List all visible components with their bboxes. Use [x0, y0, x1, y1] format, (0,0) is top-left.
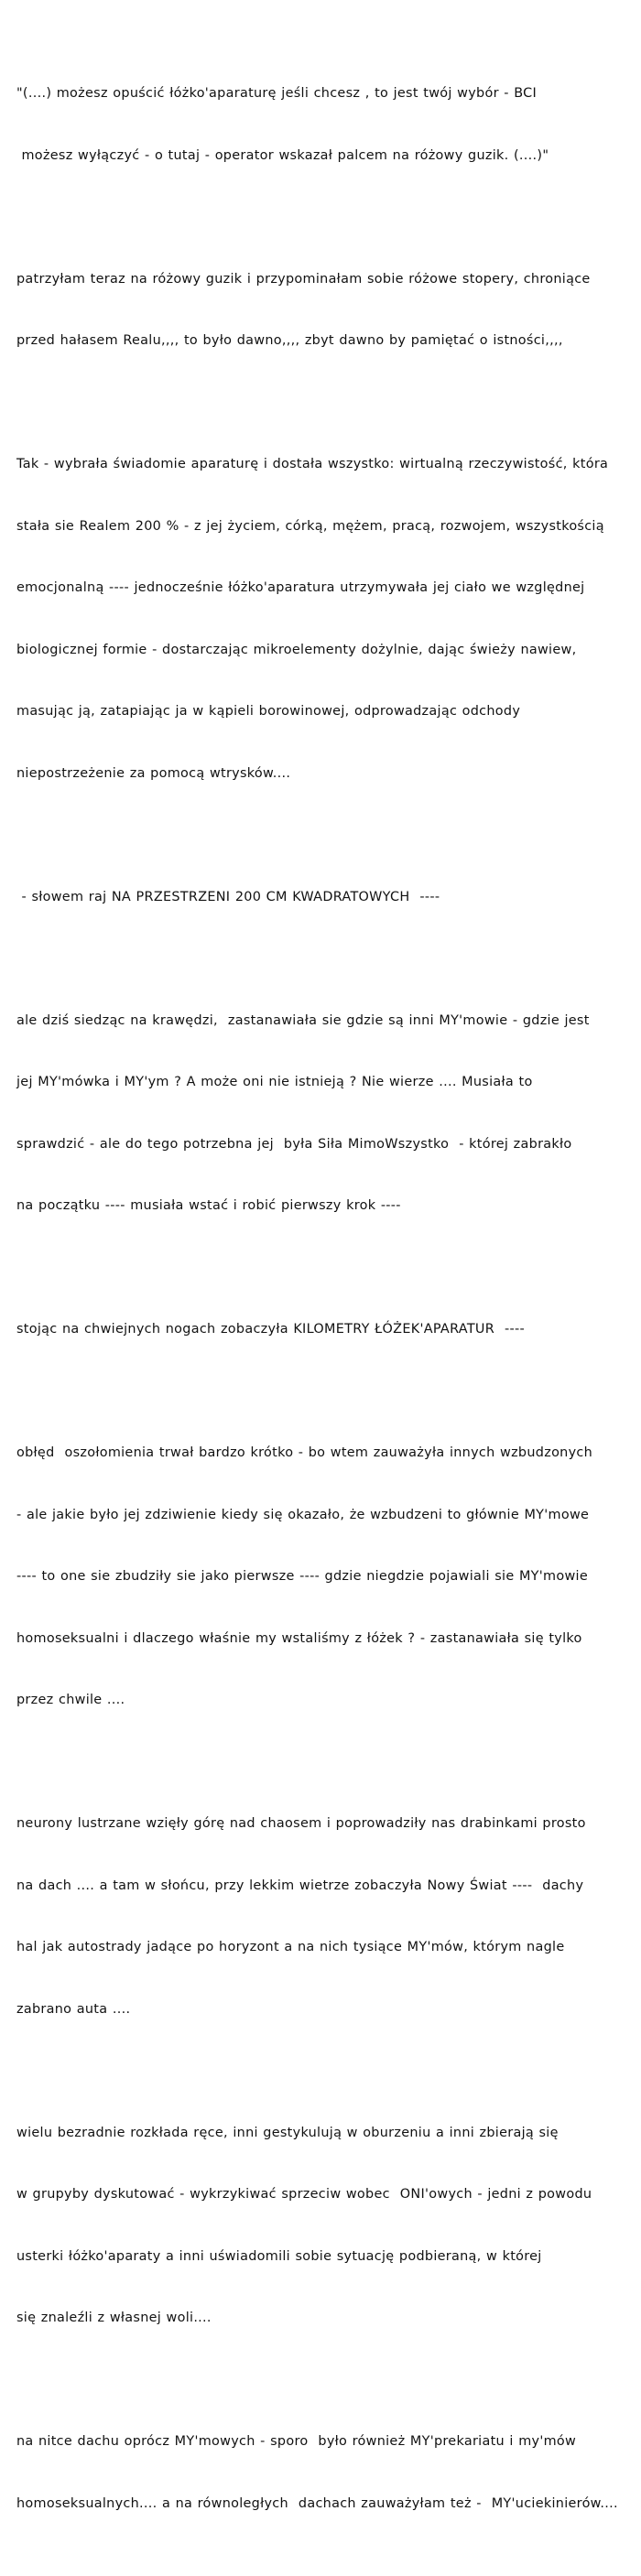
paragraph: [16, 413, 630, 825]
text-line: masując ją, zatapiając ja w kąpieli borowinowej, odprowadzając odchody: [16, 704, 521, 719]
text-line: stojąc na chwiejnych nogach zobaczyła KILOMETRY ŁÓŻEK'APARATUR ----: [16, 1322, 525, 1337]
text-line: stała sie Realem 200 % - z jej życiem, córką, mężem, pracą, rozwojem, wszystkością: [16, 518, 604, 534]
paragraph: [16, 846, 630, 949]
paragraph: [16, 969, 630, 1258]
text-line: w grupyby dyskutować - wykrzykiwać sprzeciw wobec ONI'owych - jedni z powodu: [16, 2187, 592, 2202]
text-line: biologicznej formie - dostarczając mikroelementy dożylnie, dając świeży nawiew,: [16, 642, 577, 657]
text-line: ale dziś siedząc na krawędzi, zastanawiała sie gdzie są inni MY'mowie - gdzie jest: [16, 1012, 590, 1028]
paragraph: [16, 2390, 630, 2555]
text-line: obłęd oszołomienia trwał bardzo krótko - bo wtem zauważyła innych wzbudzonych: [16, 1445, 593, 1460]
text-line: możesz wyłączyć - o tutaj - operator wskazał palcem na różowy guzik. (....)": [16, 147, 549, 163]
text-line: jej MY'mówka i MY'ym ? A może oni nie istnieją ? Nie wierze .... Musiała to: [16, 1075, 533, 1089]
paragraph: [16, 228, 630, 393]
text-line: na dach .... a tam w słońcu, przy lekkim wietrze zobaczyła Nowy Świat ---- dachy: [16, 1878, 584, 1893]
text-line: sprawdzić - ale do tego potrzebna jej była Siła MimoWszystko - której zabrakło: [16, 1136, 572, 1152]
text-line: wielu bezradnie rozkłada ręce, inni gestykulują w oburzeniu a inni zbierają się: [16, 2125, 559, 2140]
text-line: przez chwile ....: [16, 1693, 125, 1707]
text-line: - ale jakie było jej zdziwienie kiedy się okazało, że wzbudzeni to głównie MY'mowe: [16, 1507, 590, 1522]
text-line: patrzyłam teraz na różowy guzik i przypominałam sobie różowe stopery, chroniące: [16, 271, 591, 287]
text-line: na początku ---- musiała wstać i robić pierwszy krok ----: [16, 1198, 401, 1213]
text-line: na nitce dachu oprócz MY'mowych - sporo było również MY'prekariatu i my'mów: [16, 2434, 577, 2449]
paragraph: [16, 42, 630, 207]
text-line: się znaleźli z własnej woli....: [16, 2311, 212, 2325]
document-body: [16, 42, 630, 2576]
paragraph: [16, 2082, 630, 2370]
text-line: "(....) możesz opuścić łóżko'aparaturę jeśli chcesz , to jest twój wybór - BCI: [16, 86, 538, 101]
paragraph: [16, 1772, 630, 2061]
text-line: Tak - wybrała świadomie aparaturę i dostała wszystko: wirtualną rzeczywistość, która: [16, 457, 609, 471]
text-line: homoseksualni i dlaczego właśnie my wstaliśmy z łóżek ? - zastanawiała się tylko: [16, 1630, 582, 1646]
text-line: neurony lustrzane wzięły górę nad chaosem i poprowadziły nas drabinkami prosto: [16, 1816, 586, 1831]
text-line: hal jak autostrady jadące po horyzont a na nich tysiące MY'mów, którym nagle: [16, 1940, 565, 1954]
text-line: ---- to one sie zbudziły sie jako pierwsze ---- gdzie niegdzie pojawiali sie MY'mowie: [16, 1569, 588, 1584]
paragraph: [16, 1278, 630, 1381]
text-line: emocjonalną ---- jednocześnie łóżko'aparatura utrzymywała jej ciało we względnej: [16, 580, 585, 595]
text-line: przed hałasem Realu,,,, to było dawno,,,, zbyt dawno by pamiętać o istności,,,,: [16, 333, 563, 348]
text-line: niepostrzeżenie za pomocą wtrysków....: [16, 765, 291, 781]
text-line: zabrano auta ....: [16, 2001, 131, 2017]
text-line: - słowem raj NA PRZESTRZENI 200 CM KWADRATOWYCH ----: [16, 889, 440, 904]
paragraph: [16, 1402, 630, 1752]
text-line: usterki łóżko'aparaty a inni uświadomili sobie sytuację podbieraną, w której: [16, 2248, 542, 2264]
text-line: homoseksualnych.... a na równoległych dachach zauważyłam też - MY'uciekinierów....: [16, 2495, 618, 2511]
